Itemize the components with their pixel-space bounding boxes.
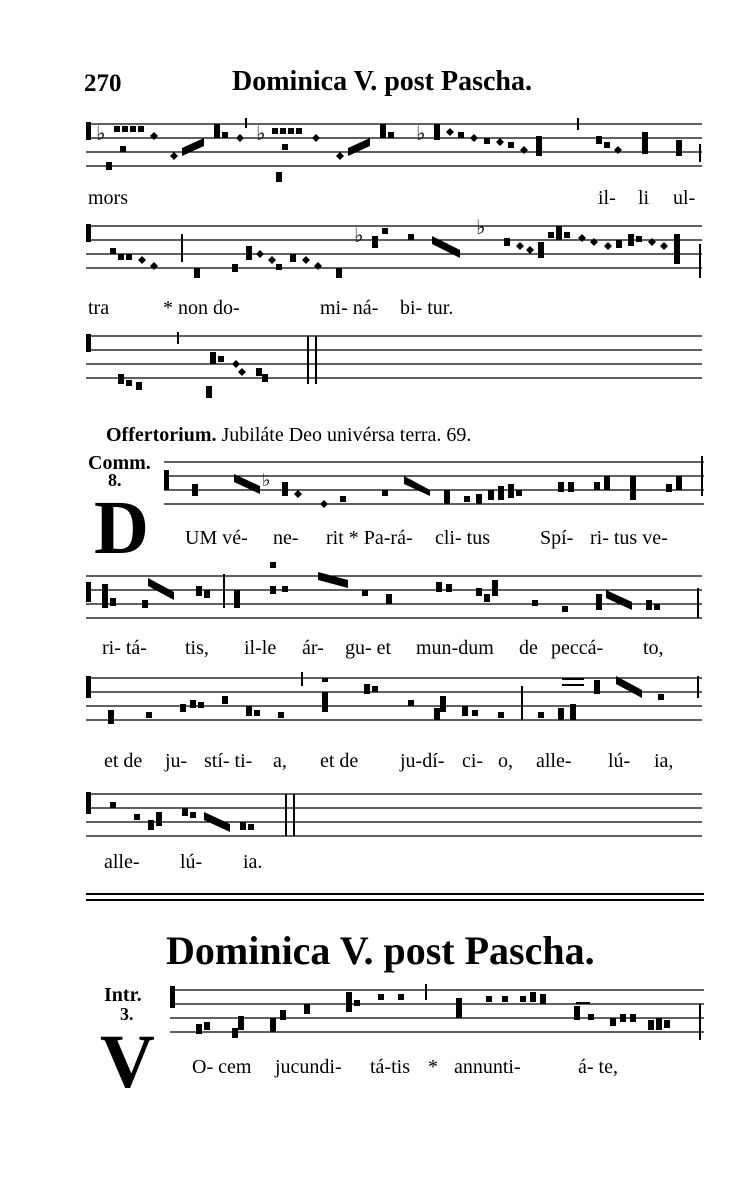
chant-staff-communion-4	[86, 790, 702, 850]
chant-staff-communion-3	[86, 672, 702, 744]
page-number: 270	[84, 70, 122, 97]
lyric-syllable: lú-	[608, 750, 631, 772]
svg-text:♭: ♭	[262, 470, 271, 491]
lyric-syllable: UM vé-	[185, 527, 248, 549]
svg-text:♭: ♭	[256, 121, 266, 145]
lyric-syllable: mors	[88, 187, 128, 209]
lyric-syllable: ia.	[243, 851, 263, 873]
lyric-syllable: ri- tá-	[102, 637, 147, 659]
lyric-syllable: annunti-	[454, 1056, 521, 1078]
lyric-syllable: * non do-	[163, 297, 240, 319]
lyric-syllable: Spí-	[540, 527, 574, 549]
offertory-text: Jubiláte Deo univérsa terra. 69.	[221, 424, 472, 446]
lyric-syllable: alle-	[104, 851, 140, 873]
lyric-syllable: de	[519, 637, 538, 659]
communion-mode: 8.	[108, 470, 122, 490]
lyric-syllable: mi- ná-	[320, 297, 379, 319]
chant-staff-1	[86, 118, 702, 190]
lyric-syllable: ci-	[462, 750, 484, 772]
section-divider-rule	[86, 899, 704, 901]
lyric-syllable: lú-	[180, 851, 203, 873]
offertory-reference	[106, 424, 471, 447]
lyric-syllable: O- cem	[192, 1056, 252, 1078]
lyric-syllable: tis,	[185, 637, 209, 659]
svg-text:♭: ♭	[96, 121, 106, 145]
lyric-syllable: ul-	[673, 187, 696, 209]
lyric-syllable: tra	[88, 297, 110, 319]
introit-initial: V	[100, 1020, 155, 1104]
section-title: Dominica V. post Pascha.	[166, 928, 595, 973]
svg-text:♭: ♭	[354, 223, 364, 247]
lyric-syllable: ju-dí-	[400, 750, 445, 772]
chant-staff-introit-1	[170, 984, 704, 1056]
lyric-syllable: bi- tur.	[400, 297, 454, 319]
offertory-label: Offertorium.	[106, 424, 217, 446]
lyric-syllable: rit * Pa-rá-	[326, 527, 413, 549]
introit-label: Intr.	[104, 984, 142, 1006]
chant-staff-3	[86, 330, 702, 402]
lyric-syllable: ár-	[302, 637, 324, 659]
lyric-syllable: tá-tis	[370, 1056, 410, 1078]
lyric-syllable: to,	[643, 637, 664, 659]
chant-staff-communion-1	[164, 456, 704, 528]
svg-text:♭: ♭	[476, 215, 486, 239]
introit-mode: 3.	[120, 1004, 134, 1024]
lyric-syllable: mun-dum	[416, 637, 494, 659]
lyric-syllable: stí- ti-	[204, 750, 253, 772]
lyric-syllable: ia,	[654, 750, 674, 772]
lyric-syllable: ju-	[165, 750, 188, 772]
lyric-syllable: et de	[104, 750, 143, 772]
lyric-syllable: a,	[273, 750, 287, 772]
lyric-syllable: alle-	[536, 750, 572, 772]
communion-initial: D	[94, 486, 149, 570]
svg-text:♭: ♭	[416, 121, 426, 145]
lyric-syllable: ne-	[273, 527, 299, 549]
communion-label: Comm.	[88, 452, 151, 474]
lyric-syllable: et de	[320, 750, 359, 772]
lyric-syllable: *	[428, 1056, 438, 1078]
chant-staff-communion-2	[86, 560, 702, 632]
lyric-syllable: o,	[498, 750, 513, 772]
lyric-syllable: jucundi-	[275, 1056, 342, 1078]
lyric-syllable: ri- tus ve-	[590, 527, 668, 549]
section-divider-rule	[86, 893, 704, 895]
chant-staff-2	[86, 215, 702, 292]
lyric-syllable: il-le	[244, 637, 277, 659]
lyric-syllable: li	[638, 187, 650, 209]
lyric-syllable: á- te,	[578, 1056, 618, 1078]
lyric-syllable: peccá-	[551, 637, 604, 659]
lyric-syllable: cli- tus	[435, 527, 490, 549]
lyric-syllable: gu- et	[345, 637, 392, 659]
lyric-syllable: il-	[598, 187, 616, 209]
page-header-title: Dominica V. post Pascha.	[232, 66, 533, 97]
